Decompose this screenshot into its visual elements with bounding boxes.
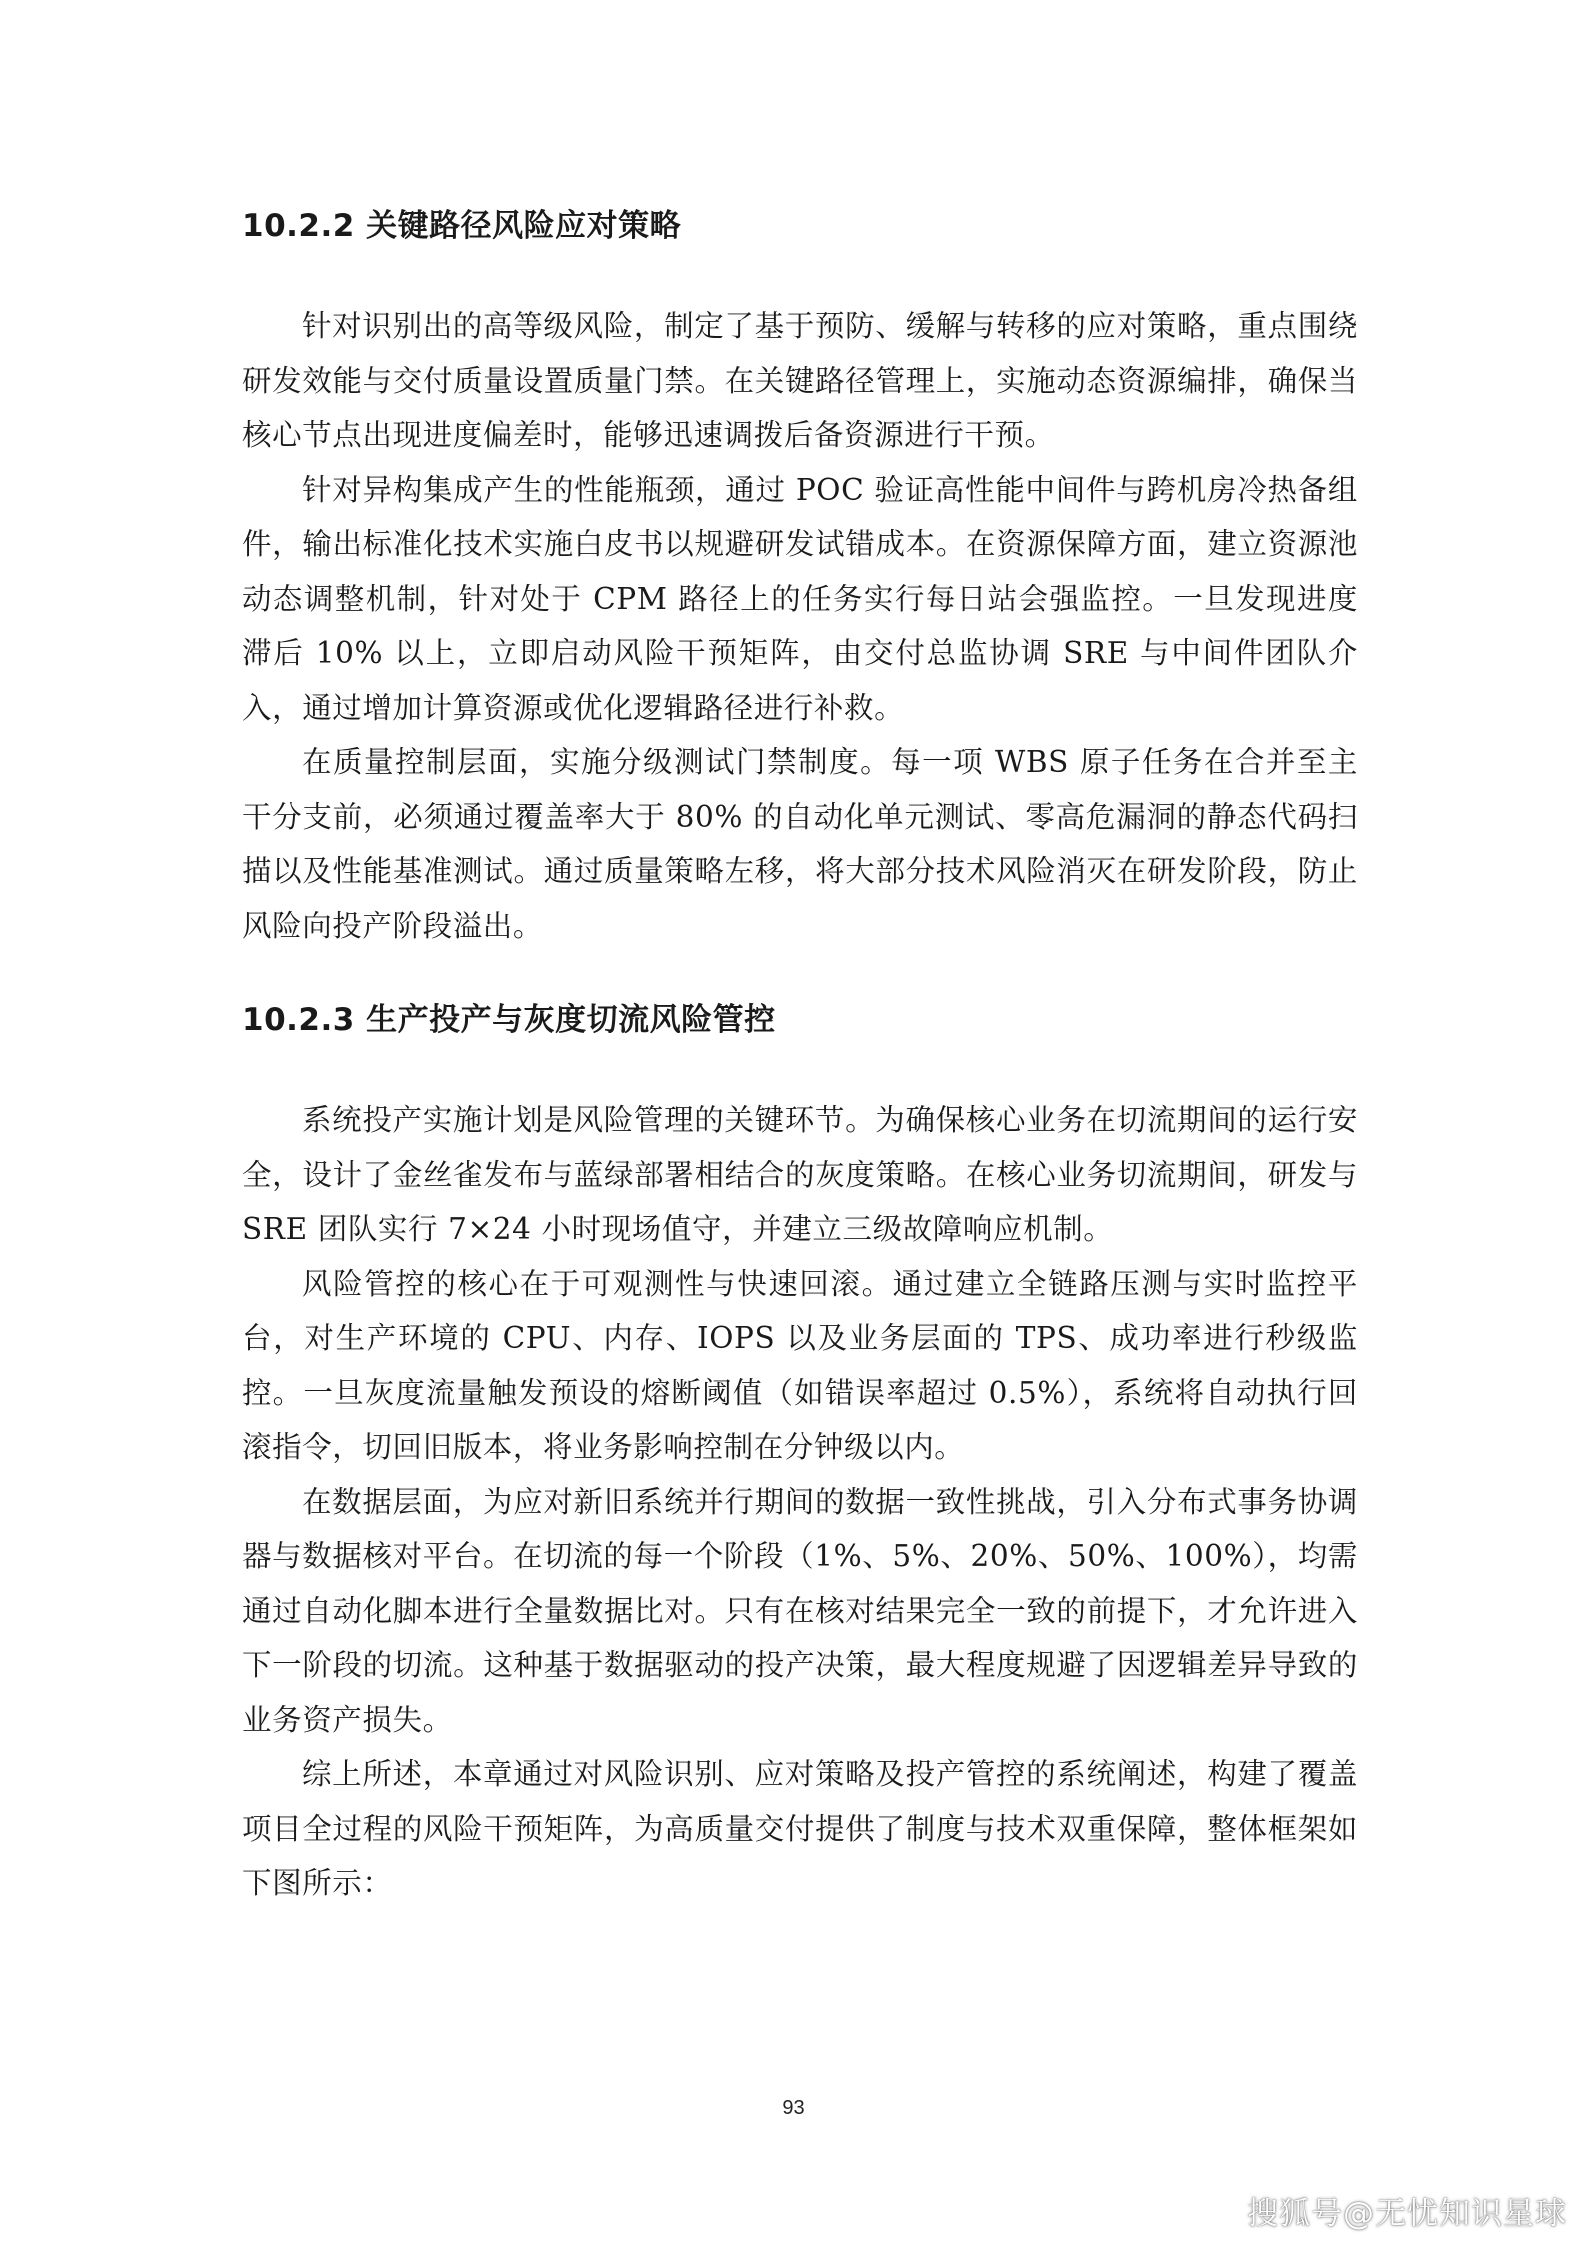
paragraph: 综上所述，本章通过对风险识别、应对策略及投产管控的系统阐述，构建了覆盖项目全过程的风险干预矩阵，为高质量交付提供了制度与技术双重保障，整体框架如下图所示： (242, 1757, 1358, 1900)
paragraph: 针对识别出的高等级风险，制定了基于预防、缓解与转移的应对策略，重点围绕研发效能与交付质量设置质量门禁。在关键路径管理上，实施动态资源编排，确保当核心节点出现进度偏差时，能够迅速调拨后备资源进行干预。 (242, 309, 1358, 452)
page-content (242, 205, 1358, 1911)
paragraph: 在质量控制层面，实施分级测试门禁制度。每一项 WBS 原子任务在合并至主干分支前，必须通过覆盖率大于 80% 的自动化单元测试、零高危漏洞的静态代码扫描以及性能基准测试。通过质量策略左移，将大部分技术风险消灭在研发阶段，防止风险向投产阶段溢出。 (242, 745, 1358, 943)
paragraph: 针对异构集成产生的性能瓶颈，通过 POC 验证高性能中间件与跨机房冷热备组件，输出标准化技术实施白皮书以规避研发试错成本。在资源保障方面，建立资源池动态调整机制，针对处于 CPM 路径上的任务实行每日站会强监控。一旦发现进度滞后 10% 以上，立即启动风险干预矩阵，由交付总监协调 SRE 与中间件团队介入，通过增加计算资源或优化逻辑路径进行补救。 (242, 472, 1358, 725)
page-number: 93 (782, 2097, 805, 2119)
paragraph: 在数据层面，为应对新旧系统并行期间的数据一致性挑战，引入分布式事务协调器与数据核对平台。在切流的每一个阶段（1%、5%、20%、50%、100%），均需通过自动化脚本进行全量数据比对。只有在核对结果完全一致的前提下，才允许进入下一阶段的切流。这种基于数据驱动的投产决策，最大程度规避了因逻辑差异导致的业务资产损失。 (242, 1484, 1358, 1737)
section-heading-10-2-2: 10.2.2 关键路径风险应对策略 (242, 208, 682, 244)
paragraph: 风险管控的核心在于可观测性与快速回滚。通过建立全链路压测与实时监控平台，对生产环境的 CPU、内存、IOPS 以及业务层面的 TPS、成功率进行秒级监控。一旦灰度流量触发预设的熔断阈值（如错误率超过 0.5%），系统将自动执行回滚指令，切回旧版本，将业务影响控制在分钟级以内。 (242, 1266, 1358, 1464)
section-heading-10-2-3: 10.2.3 生产投产与灰度切流风险管控 (242, 1002, 776, 1038)
watermark-text: 搜狐号@无忧知识星球 (1247, 2196, 1567, 2232)
paragraph: 系统投产实施计划是风险管理的关键环节。为确保核心业务在切流期间的运行安全，设计了金丝雀发布与蓝绿部署相结合的灰度策略。在核心业务切流期间，研发与 SRE 团队实行 7×24 小时现场值守，并建立三级故障响应机制。 (242, 1103, 1358, 1246)
